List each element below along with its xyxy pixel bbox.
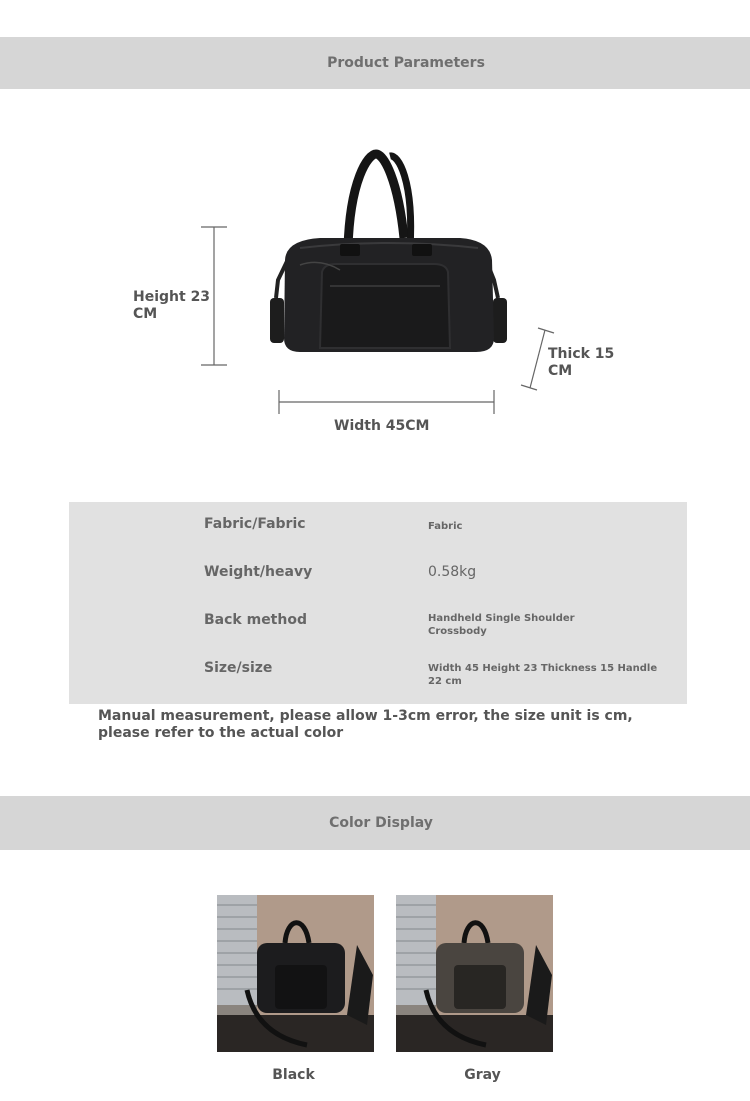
color-swatch-black[interactable]: [217, 895, 374, 1052]
color-name-gray: Gray: [464, 1067, 501, 1083]
product-parameters-header: [0, 37, 750, 89]
spec-table: [69, 502, 687, 704]
color-display-header: [0, 796, 750, 850]
color-name-black: Black: [272, 1067, 315, 1083]
spec-label: Weight/heavy: [204, 564, 313, 580]
spec-row-weight: [69, 550, 687, 598]
spec-label: Back method: [204, 612, 307, 628]
bag-dimension-diagram: [0, 120, 750, 450]
spec-value: Width 45 Height 23 Thickness 15 Handle 22 cm: [428, 663, 658, 687]
spec-row-size: [69, 646, 687, 694]
thick-label: Thick 15 CM: [548, 346, 615, 379]
spec-label: Size/size: [204, 660, 273, 676]
width-marker: [279, 390, 494, 414]
measurement-note: Manual measurement, please allow 1-3cm error, the size unit is cm, please refer to the actual color: [98, 708, 633, 741]
height-label: Height 23 CM: [133, 289, 211, 322]
spec-row-back-method: [69, 598, 687, 646]
section-title: Product Parameters: [327, 55, 485, 71]
bag-illustration: [270, 154, 507, 352]
width-label: Width 45CM: [334, 418, 430, 434]
spec-label: Fabric/Fabric: [204, 516, 306, 532]
spec-value: Handheld Single Shoulder Crossbody: [428, 613, 575, 637]
spec-row-fabric: [69, 502, 687, 550]
bag-photo: [217, 895, 374, 1052]
spec-value: Fabric: [428, 521, 463, 532]
spec-value: 0.58kg: [428, 564, 477, 580]
section-title: Color Display: [329, 815, 433, 831]
bag-photo: [396, 895, 553, 1052]
color-swatch-gray[interactable]: [396, 895, 553, 1052]
